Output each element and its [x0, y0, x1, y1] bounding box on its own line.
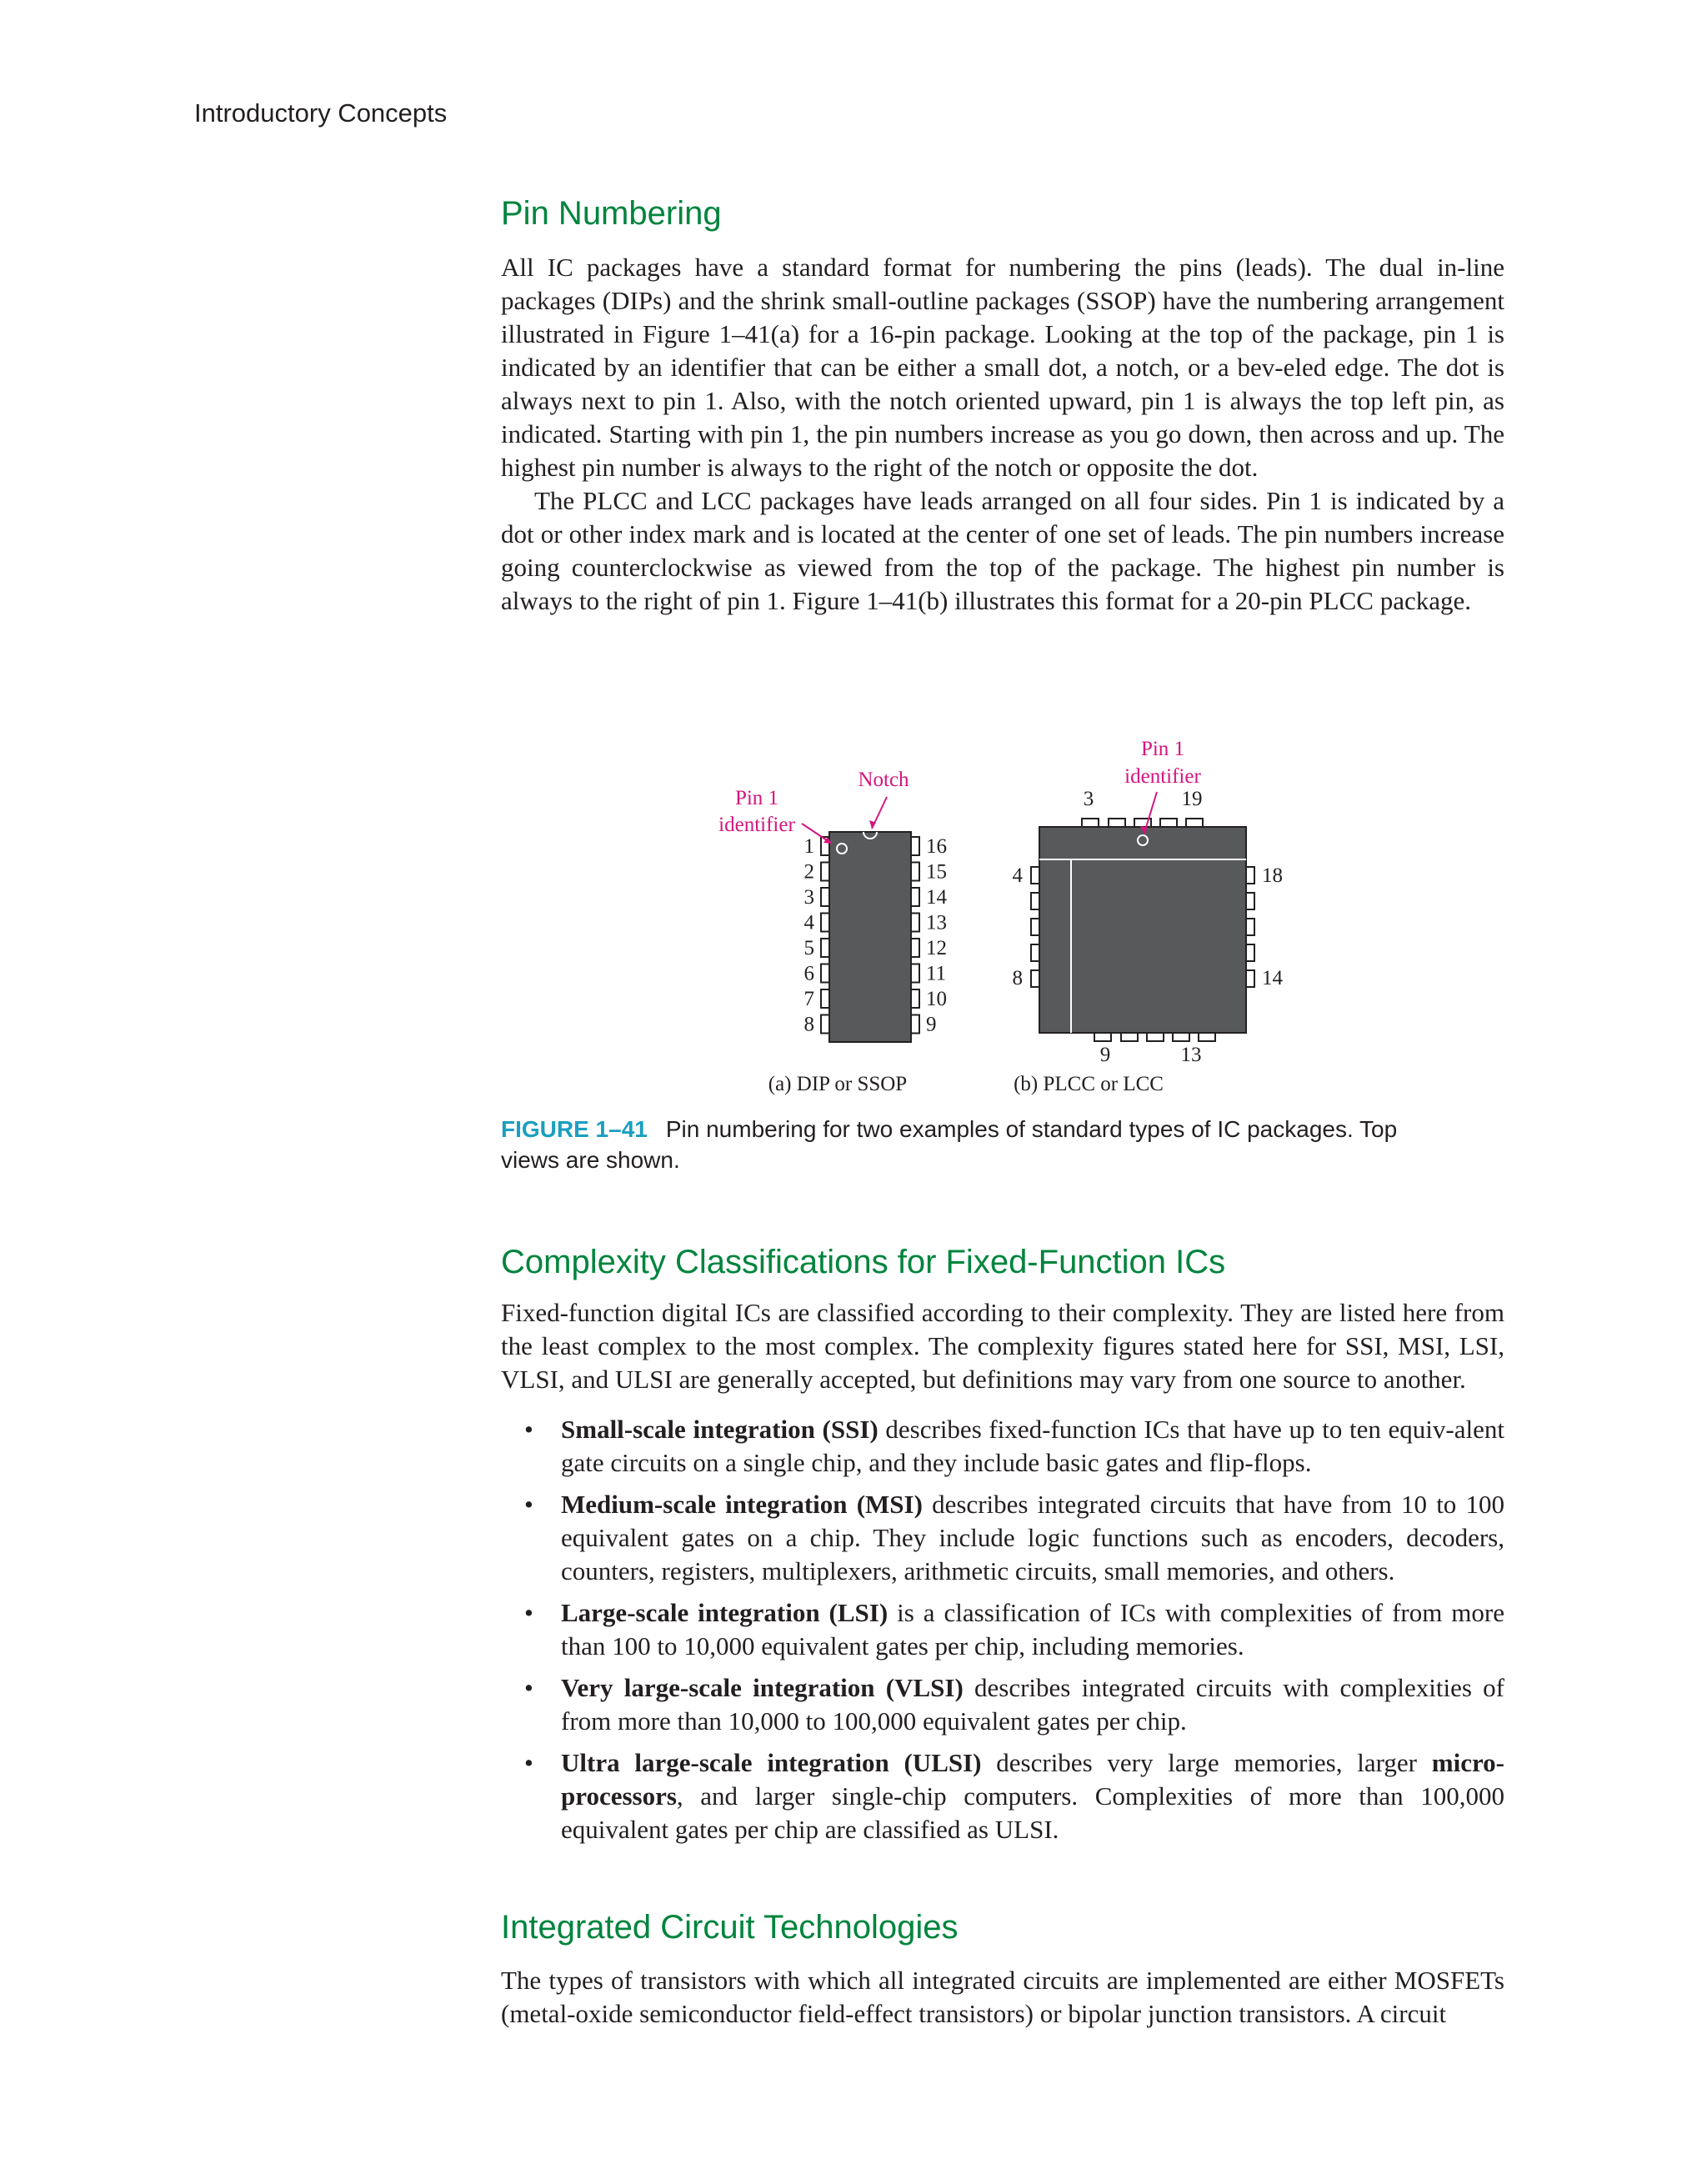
dip-lead	[821, 989, 829, 1008]
dip-pin-number: 13	[926, 911, 947, 934]
list-item-term: Ultra large-scale integration (ULSI)	[561, 1748, 982, 1777]
plcc-pin-number: 14	[1262, 967, 1283, 989]
plcc-pin-number: 9	[1099, 1044, 1111, 1066]
notch-label: Notch	[858, 769, 909, 791]
plcc-lead	[1121, 1033, 1138, 1041]
plcc-lead	[1031, 867, 1039, 884]
list-item-text: , and larger single-chip computers. Complexities of more than 100,000 equivalent gates per chip are classified as ULSI.	[561, 1781, 1504, 1844]
plcc-pin-number: 13	[1180, 1044, 1202, 1066]
dip-pin1-label: Pin 1	[734, 787, 779, 809]
list-item: • Ultra large-scale integration (ULSI) describes very large memories, larger micro-processors, and larger single-chip computers. Complexities of more than 100,000 equivalent gates per chip are classified as ULSI.	[524, 1748, 1504, 1844]
dip-lead	[911, 837, 919, 855]
list-item: • Medium-scale integration (MSI) describes integrated circuits that have from 10 to 100 equivalent gates on a chip. They include logic functions such as encoders, decoders, counters, registers, multiplexers, arithmetic circuits, small memories, and others.	[524, 1490, 1504, 1585]
dip-pin-number: 1	[803, 835, 814, 858]
plcc-subcaption: (b) PLCC or LCC	[1014, 1073, 1164, 1095]
dip-pin-number: 7	[803, 988, 814, 1010]
classification-list	[501, 1413, 1504, 1846]
dip-pin-number: 6	[803, 962, 814, 985]
running-head: Introductory Concepts	[194, 98, 448, 128]
plcc-pin-number: 19	[1181, 788, 1203, 810]
dip-lead	[911, 863, 919, 881]
list-item-text: describes integrated circuits that have from 10 to 100 equivalent gates on a chip. They include logic functions such as encoders, decoders, counters, registers, multiplexers, arithmetic circuits, small memories, and others.	[561, 1490, 1504, 1585]
dip-lead	[911, 939, 919, 957]
list-item: • Very large-scale integration (VLSI) describes integrated circuits with complexities of from more than 10,000 to 100,000 equivalent gates per chip.	[524, 1673, 1504, 1736]
plcc-lead	[1246, 919, 1254, 935]
plcc-pin-number: 3	[1083, 788, 1094, 810]
figure-caption-text: Pin numbering for two examples of standard types of IC packages. Top views are shown.	[501, 1116, 1398, 1173]
dip-lead	[911, 914, 919, 932]
dip-pin-number: 16	[926, 835, 947, 858]
dip-lead	[821, 863, 829, 881]
plcc-lead	[1160, 819, 1177, 827]
plcc-lead	[1246, 893, 1254, 909]
list-item-term: Very large-scale integration (VLSI)	[561, 1673, 964, 1702]
dip-subcaption: (a) DIP or SSOP	[768, 1073, 908, 1095]
list-item-text: describes very large memories, larger	[981, 1748, 1432, 1777]
section-complexity-body	[501, 1296, 1504, 1855]
list-item: • Large-scale integration (LSI) is a classification of ICs with complexities of from more than 100 to 10,000 equivalent gates per chip, including memories.	[524, 1598, 1505, 1661]
dip-pin-number: 3	[803, 886, 814, 909]
plcc-lead	[1031, 944, 1039, 961]
paragraph: All IC packages have a standard format for numbering the pins (leads). The dual in-line packages (DIPs) and the shrink small-outline packages (SSOP) have the numbering arrangement illustrated in Figure 1–41(a) for a 16-pin package. Looking at the top of the package, pin 1 is indicated by an identifier that can be either a small dot, a notch, or a bev-eled edge. The dot is always next to pin 1. Also, with the notch oriented upward, pin 1 is always the top left pin, as indicated. Starting with pin 1, the pin numbers increase as you go down, then across and up. The highest pin number is always to the right of the notch or opposite the dot.	[501, 253, 1504, 482]
dip-lead	[821, 914, 829, 932]
dip-pin-number: 15	[926, 860, 947, 884]
figure-caption	[501, 1114, 1459, 1175]
plcc-lead	[1109, 819, 1125, 827]
dip-pin-number: 5	[803, 937, 814, 959]
section-pin-numbering	[501, 193, 1504, 233]
list-item-text: is a classification of ICs with complexities of from more than 100 to 10,000 equivalent gates per chip, including memories.	[561, 1598, 1505, 1661]
figure-1-41	[700, 717, 1283, 1100]
section-ic-technologies	[501, 1907, 1504, 1947]
dip-lead	[911, 888, 919, 906]
dip-pin-number: 11	[926, 962, 947, 985]
plcc-lead	[1147, 1033, 1164, 1041]
section-heading: Integrated Circuit Technologies	[501, 1909, 959, 1946]
dip-pin-number: 4	[803, 911, 814, 934]
plcc-pin-number: 18	[1262, 864, 1283, 887]
plcc-lead	[1186, 819, 1203, 827]
section-complexity	[501, 1242, 1504, 1282]
plcc-pin1-label: Pin 1	[1140, 738, 1185, 760]
dip-package	[718, 769, 947, 1095]
paragraph: The types of transistors with which all integrated circuits are implemented are either MOSFETs (metal-oxide semiconductor field-effect transistors) or bipolar junction transistors. A circuit	[501, 1966, 1504, 2028]
plcc-lead	[1173, 1033, 1189, 1041]
section-pin-numbering-body	[501, 251, 1504, 618]
dip-pin1-label: identifier	[718, 814, 795, 836]
dip-lead	[821, 888, 829, 906]
plcc-lead	[1094, 1033, 1111, 1041]
dip-pin-number: 8	[803, 1013, 814, 1036]
list-item-term: Medium-scale integration (MSI)	[561, 1490, 923, 1519]
dip-lead	[821, 964, 829, 983]
list-item-text: describes fixed-function ICs that have up to ten equiv-alent gate circuits on a single chip, and they include basic gates and flip-flops.	[561, 1415, 1504, 1477]
plcc-lead	[1246, 970, 1254, 987]
dip-pin-number: 2	[803, 860, 814, 884]
section-heading: Pin Numbering	[501, 195, 722, 232]
plcc-lead	[1031, 970, 1039, 987]
plcc-pin-number: 4	[1012, 864, 1023, 887]
dip-lead	[911, 1015, 919, 1034]
dip-lead	[821, 1015, 829, 1034]
list-item-term: Large-scale integration (LSI)	[561, 1598, 889, 1627]
section-ic-technologies-body	[501, 1964, 1504, 2031]
section-heading: Complexity Classifications for Fixed-Function ICs	[501, 1244, 1226, 1280]
plcc-lead	[1246, 867, 1254, 884]
paragraph: Fixed-function digital ICs are classified according to their complexity. They are listed here from the least complex to the most complex. The complexity figures stated here for SSI, MSI, LSI, VLSI, and ULSI are generally accepted, but definitions may vary from one source to another.	[501, 1298, 1504, 1394]
dip-pin-number: 12	[926, 937, 947, 959]
list-item-term: micro-processors	[561, 1748, 1504, 1811]
dip-lead	[911, 989, 919, 1008]
paragraph: The PLCC and LCC packages have leads arranged on all four sides. Pin 1 is indicated by a dot or other index mark and is located at the center of one set of leads. The pin numbers increase going counterclockwise as viewed from the top of the package. The highest pin number is always to the right of pin 1. Figure 1–41(b) illustrates this format for a 20-pin PLCC package.	[501, 486, 1504, 615]
plcc-pin-number: 8	[1012, 967, 1023, 989]
dip-pin-number: 14	[926, 886, 947, 909]
plcc-lead	[1082, 819, 1099, 827]
list-item-term: Small-scale integration (SSI)	[561, 1415, 879, 1444]
dip-pin-number: 9	[926, 1013, 937, 1036]
plcc-lead	[1246, 944, 1254, 961]
plcc-package	[1013, 738, 1284, 1095]
list-item-text: describes integrated circuits with complexities of from more than 10,000 to 100,000 equivalent gates per chip.	[561, 1673, 1504, 1736]
plcc-lead	[1031, 893, 1039, 909]
dip-pin-number: 10	[926, 988, 947, 1010]
figure-label: FIGURE 1–41	[501, 1116, 648, 1142]
list-item: • Small-scale integration (SSI) describes fixed-function ICs that have up to ten equiv-alent gate circuits on a single chip, and they include basic gates and flip-flops.	[524, 1415, 1504, 1477]
plcc-pin1-label: identifier	[1124, 765, 1201, 788]
plcc-lead	[1031, 919, 1039, 935]
plcc-lead	[1199, 1033, 1215, 1041]
dip-lead	[821, 939, 829, 957]
dip-lead	[911, 964, 919, 983]
